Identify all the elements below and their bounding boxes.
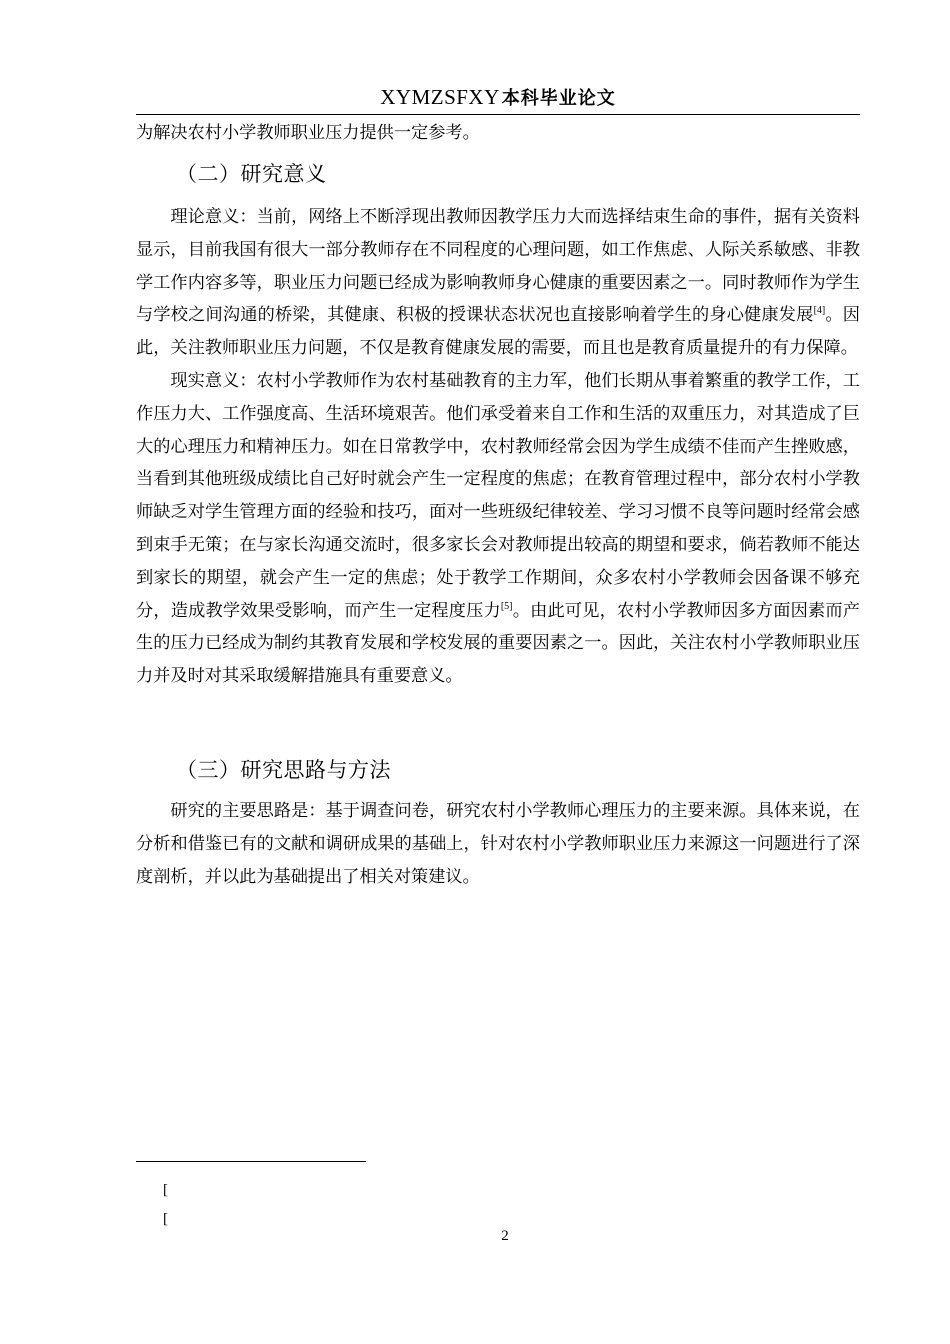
paragraph-text: 研究的主要思路是：基于调查问卷，研究农村小学教师心理压力的主要来源。具体来说，在分析和借鉴已有的文献和调研成果的基础上，针对农村小学教师职业压力来源这一问题进行了深度剖析，并以此为基础提出了相关对策建议。 bbox=[136, 801, 860, 887]
paragraph-practical-significance bbox=[136, 365, 860, 693]
footnote-1: [ bbox=[163, 1182, 168, 1198]
header-code: XYMZSFXY bbox=[380, 85, 500, 109]
paragraph-text: 。因此，关注教师职业压力问题，不仅是教育健康发展的需要，而且也是教育质量提升的有力保障。 bbox=[136, 305, 860, 359]
section-heading-significance: （二）研究意义 bbox=[176, 162, 327, 186]
paragraph-theoretical-significance bbox=[136, 201, 860, 365]
citation-ref: [4] bbox=[813, 305, 826, 317]
header-title: 本科毕业论文 bbox=[501, 88, 616, 109]
paragraph-text: 理论意义：当前，网络上不断浮现出教师因教学压力大而选择结束生命的事件，据有关资料显示，目前我国有很大一部分教师存在不同程度的心理问题，如工作焦虑、人际关系敏感、非教学工作内容多等，职业压力问题已经成为影响教师身心健康的重要因素之一。同时教师作为学生与学校之间沟通的桥梁，其健康、积极的授课状态状况也直接影响着学生的身心健康发展 bbox=[136, 207, 860, 326]
footnote-2: [ bbox=[163, 1211, 168, 1227]
page-number: 2 bbox=[501, 1228, 509, 1244]
footnote-separator bbox=[136, 1161, 366, 1162]
paragraph-text: 现实意义：农村小学教师作为农村基础教育的主力军，他们长期从事着繁重的教学工作，工作压力大、工作强度高、生活环境艰苦。他们承受着来自工作和生活的双重压力，对其造成了巨大的心理压力和精神压力。如在日常教学中，农村教师经常会因为学生成绩不佳而产生挫败感，当看到其他班级成绩比自己好时就会产生一定程度的焦虑；在教育管理过程中，部分农村小学教师缺乏对学生管理方面的经验和技巧，面对一些班级纪律较差、学习习惯不良等问题时经常会感到束手无策；在与家长沟通交流时，很多家长会对教师提出较高的期望和要求，倘若教师不能达到家长的期望，就会产生一定的焦虑；处于教学工作期间，众多农村小学教师会因备课不够充分，造成教学效果受影响，而产生一定程度压力 bbox=[136, 370, 860, 621]
running-header bbox=[136, 84, 860, 115]
significance-text-block bbox=[136, 201, 860, 693]
paragraph-text: 。由此可见，农村小学教师因多方面因素而产生的压力已经成为制约其教育发展和学校发展的重要因素之一。因此，关注农村小学教师职业压力并及时对其采取缓解措施具有重要意义。 bbox=[136, 600, 860, 687]
paragraph-research-approach bbox=[136, 795, 860, 893]
section-heading-approach: （三）研究思路与方法 bbox=[176, 758, 391, 782]
citation-ref: [5] bbox=[500, 600, 513, 612]
lead-paragraph: 为解决农村小学教师职业压力提供一定参考。 bbox=[136, 123, 480, 143]
lead-text-block bbox=[136, 117, 860, 150]
approach-text-block bbox=[136, 795, 860, 893]
